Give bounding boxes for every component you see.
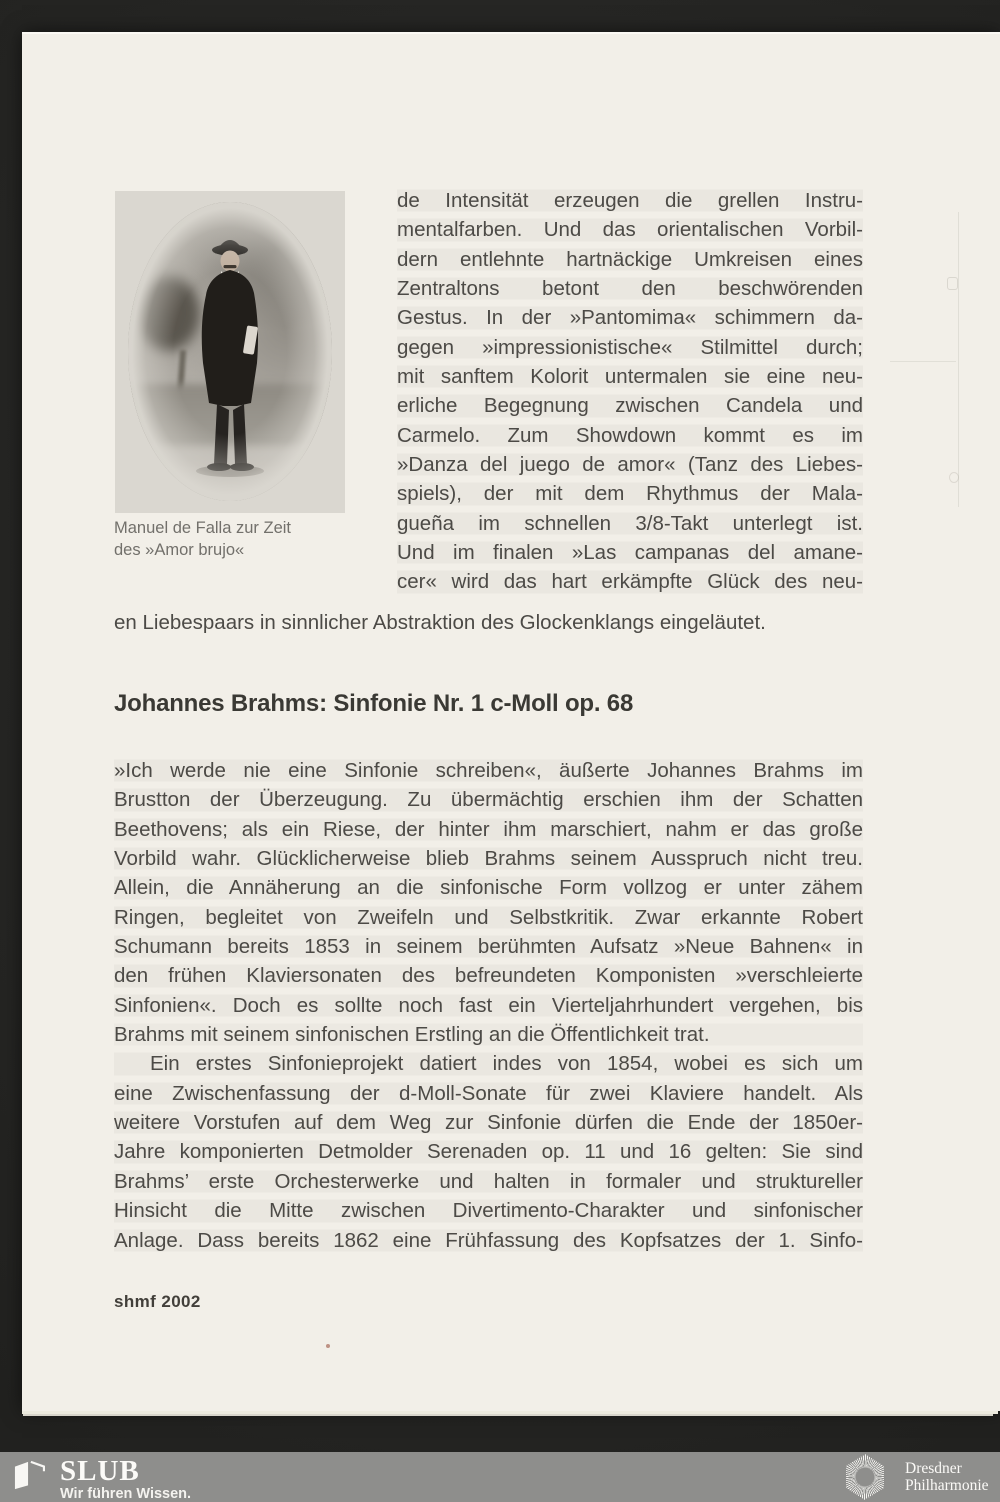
open-book-icon [13, 1460, 45, 1490]
slub-logo [13, 1457, 191, 1502]
falla-photo [115, 191, 345, 513]
page-footer-mark: shmf 2002 [114, 1292, 201, 1311]
scanned-page [22, 32, 1000, 1411]
staple-mark [949, 472, 959, 483]
philharmonie-name-line2: Philharmonie [905, 1477, 989, 1494]
brahms-paragraph-1: »Ich werde nie eine Sinfonie schreiben«, äußerte Johannes Brahms im Brustton der Überzeugung. Zu übermächtig erschien ihm der Schatten Beethovens; als ein Riese, der hinter ihm marschiert, nahm er das große Vorbild wahr. Glücklicherweise blieb Brahms seinem Ausspruch nicht treu. Allein, die Annäherung an die sinfonische Form vollzog er unter zähem Ringen, begleitet von Zweifeln und Selbstkritik. Zwar erkannte Robert Schumann bereits 1853 in seinem berühmten Aufsatz »Neue Bahnen« in den frühen Klaviersonaten des befreundeten Komponisten »verschleierte Sinfonien«. Doch es sollte noch fast ein Vierteljahrhundert vergehen, bis Brahms mit seinem sinfonischen Erstling an die Öffentlichkeit trat. [114, 756, 863, 1049]
slub-wordmark: SLUB [60, 1455, 140, 1487]
scan-crease-line [890, 361, 956, 362]
starburst-icon [842, 1454, 888, 1500]
photo-vignette [128, 202, 332, 501]
philharmonie-logo [842, 1454, 989, 1500]
slub-texts [60, 1457, 191, 1502]
continuation-line: en Liebespaars in sinnlicher Abstraktion des Glockenklangs eingeläutet. [114, 611, 766, 634]
brahms-heading: Johannes Brahms: Sinfonie Nr. 1 c-Moll op. 68 [114, 690, 634, 717]
philharmonie-name [905, 1460, 989, 1495]
bottom-bar [0, 1452, 1000, 1502]
page-fold-line [958, 212, 959, 507]
brahms-body-text [114, 756, 863, 1255]
amor-brujo-column: de Intensität erzeugen die grellen Instru- mentalfarben. Und das orientalischen Vorbil- dern entlehnte hartnäckige Umkreisen eines Zentraltons betont den beschwörenden Gestus. In der »Pantomima« schimmern da- gegen »impressionistische« Stilmittel durch; mit sanftem Kolorit untermalen sie eine neu- erliche Begegnung zwischen Candela und Carmelo. Zum Showdown kommt es im »Danza del juego de amor« (Tanz des Liebes- spiels), der mit dem Rhythmus der Mala- gueña im schnellen 3/8-Takt unterlegt ist. Und im finalen »Las campanas del amane- cer« wird das hart erkämpfte Glück des neu- [397, 186, 863, 597]
slub-tagline: Wir führen Wissen. [60, 1486, 192, 1502]
brahms-paragraph-2: Ein erstes Sinfonieprojekt datiert indes von 1854, wobei es sich um eine Zwischenfassung der d-Moll-Sonate für zwei Klaviere handelt. Als weitere Vorstufen auf dem Weg zur Sinfonie dürfen die Ende der 1850er- Jahre komponierten Detmolder Serenaden op. 11 und 16 gelten: Sie sind Brahms’ erste Orchesterwerke und halten in formaler und struktureller Hinsicht die Mitte zwischen Divertimento-Charakter und sinfonischer Anlage. Dass bereits 1862 eine Frühfassung des Kopfsatzes der 1. Sinfo- [114, 1049, 863, 1254]
ink-speck [326, 1344, 330, 1348]
falla-photo-oval [128, 202, 332, 501]
philharmonie-name-line1: Dresdner [905, 1459, 962, 1477]
photo-caption: Manuel de Falla zur Zeit des »Amor brujo« [114, 519, 291, 559]
staple-mark [947, 277, 958, 290]
